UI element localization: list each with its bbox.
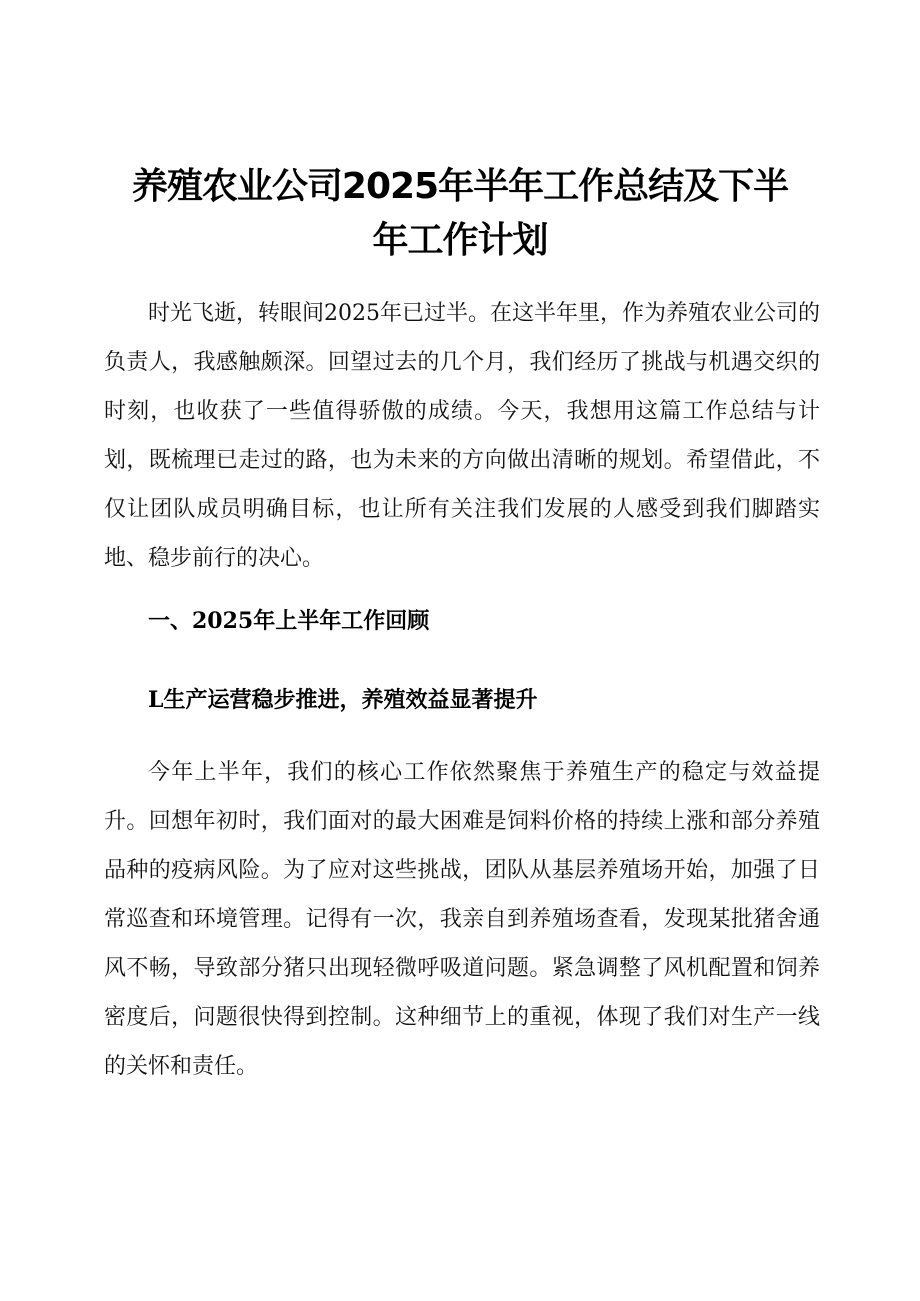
section-heading: 一、2025年上半年工作回顾	[148, 608, 430, 634]
subsection-heading: L生产运营稳步推进，养殖效益显著提升	[148, 687, 538, 713]
document-title	[100, 160, 820, 268]
document-title-line-2: 年工作计划	[372, 220, 548, 261]
intro-paragraph: 时光飞逝，转眼间2025年已过半。在这半年里，作为养殖农业公司的负责人，我感触颇深。回望过去的几个月，我们经历了挑战与机遇交织的时刻，也收获了一些值得骄傲的成绩。今天，我想用这篇工作总结与计划，既梳理已走过的路，也为未来的方向做出清晰的规划。希望借此，不仅让团队成员明确目标，也让所有关注我们发展的人感受到我们脚踏实地、稳步前行的决心。	[104, 301, 820, 571]
document-title-line-1: 养殖农业公司2025年半年工作总结及下半	[131, 166, 789, 207]
subsection-paragraph: 今年上半年，我们的核心工作依然聚焦于养殖生产的稳定与效益提升。回想年初时，我们面对的最大困难是饲料价格的持续上涨和部分养殖品种的疫病风险。为了应对这些挑战，团队从基层养殖场开始，加强了日常巡查和环境管理。记得有一次，我亲自到养殖场查看，发现某批猪舍通风不畅，导致部分猪只出现轻微呼吸道问题。紧急调整了风机配置和饲养密度后，问题很快得到控制。这种细节上的重视，体现了我们对生产一线的关怀和责任。	[104, 760, 820, 1079]
